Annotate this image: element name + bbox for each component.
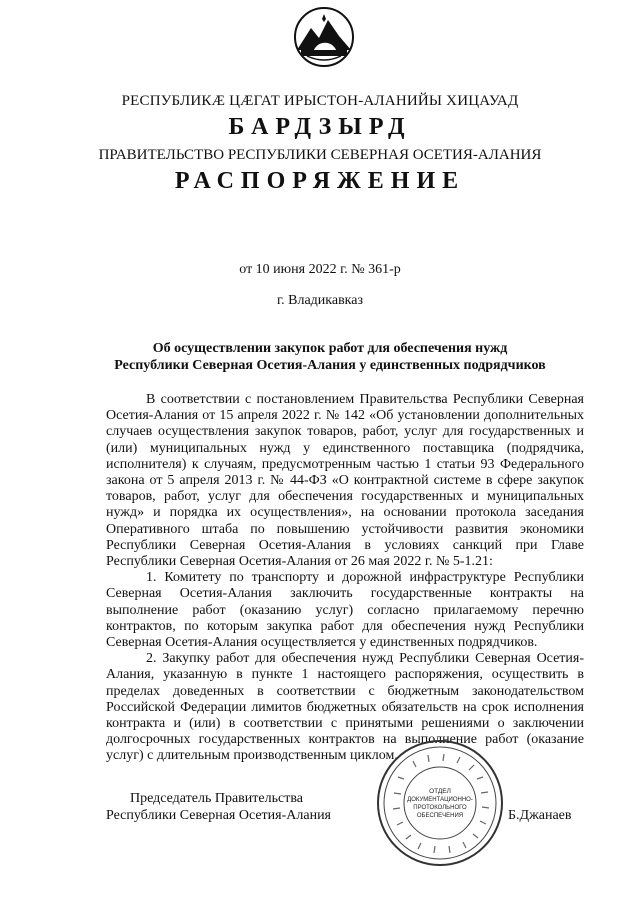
signatory-position-line-1: Председатель Правительства	[130, 791, 303, 806]
title-line-1: Об осуществлении закупок работ для обеспечения нужд	[152, 341, 508, 356]
document-body	[106, 392, 584, 765]
document-title	[60, 340, 600, 374]
ossetian-government-name: РЕСПУБЛИКӔ ЦӔГАТ ИРЫСТОН-АЛАНИЙЫ ХИЦАУАД	[121, 93, 519, 109]
russian-government-name: ПРАВИТЕЛЬСТВО РЕСПУБЛИКИ СЕВЕРНАЯ ОСЕТИЯ-АЛАНИЯ	[98, 147, 542, 163]
body-paragraph-item-2: 2. Закупку работ для обеспечения нужд Республики Северная Осетия-Алания, указанную в пункте 1 настоящего распоряжения, осуществить в пределах доведенных в соответствии с бюджетным законодательством Российской Федерации лимитов бюджетных обязательств на срок исполнения контракта и (или) в соответствии с принятыми решениями о заключении долгосрочных государственных контрактов на выполнение работ (оказание услуг) с длительным производственным циклом.	[106, 651, 584, 764]
signatory-position-line-2: Республики Северная Осетия-Алания	[106, 807, 331, 823]
coat-of-arms-emblem	[293, 6, 355, 68]
official-stamp	[374, 737, 506, 869]
russian-document-type: РАСПОРЯЖЕНИЕ	[174, 168, 466, 194]
stamp-text-line-3: ПРОТОКОЛЬНОГО	[413, 805, 467, 811]
signatory-name: Б.Джанаев	[508, 808, 572, 823]
signatory-position	[106, 791, 331, 824]
stamp-text-line-1: ОТДЕЛ	[429, 788, 451, 795]
title-line-2: Республики Северная Осетия-Алания у единственных подрядчиков	[114, 358, 546, 373]
body-paragraph-preamble: В соответствии с постановлением Правительства Республики Северная Осетия-Алания от 15 апреля 2022 г. № 142 «Об установлении дополнительных случаев осуществления закупок товаров, работ, услуг для государственных и (или) муниципальных нужд у единственного поставщика (подрядчика, исполнителя) к случаям, предусмотренным частью 1 статьи 93 Федерального закона от 5 апреля 2013 г. № 44-ФЗ «О контрактной системе в сфере закупок товаров, работ, услуг для обеспечения государственных и муниципальных нужд» и порядка их осуществления», на основании протокола заседания Оперативного штаба по повышению устойчивости развития экономики Республики Северная Осетия-Алания в условиях санкций при Главе Республики Северная Осетия-Алания от 26 мая 2022 г. № 5-1.21:	[106, 392, 584, 570]
document-city: г. Владикавказ	[276, 293, 364, 308]
body-paragraph-item-1: 1. Комитету по транспорту и дорожной инфраструктуре Республики Северная Осетия-Алания заключить государственные контракты на выполнение работ (оказанию услуг) согласно прилагаемому перечню контрактов, по которым закупка работ для обеспечения нужд Республики Северная Осетия-Алания осуществляется у единственных подрядчиков.	[106, 570, 584, 651]
document-date-number: от 10 июня 2022 г. № 361-р	[239, 262, 401, 277]
ossetian-document-type: БАРДЗЫРД	[228, 114, 412, 140]
stamp-text-line-4: ОБЕСПЕЧЕНИЯ	[416, 813, 464, 819]
stamp-text-line-2: ДОКУМЕНТАЦИОННО-	[407, 797, 473, 803]
